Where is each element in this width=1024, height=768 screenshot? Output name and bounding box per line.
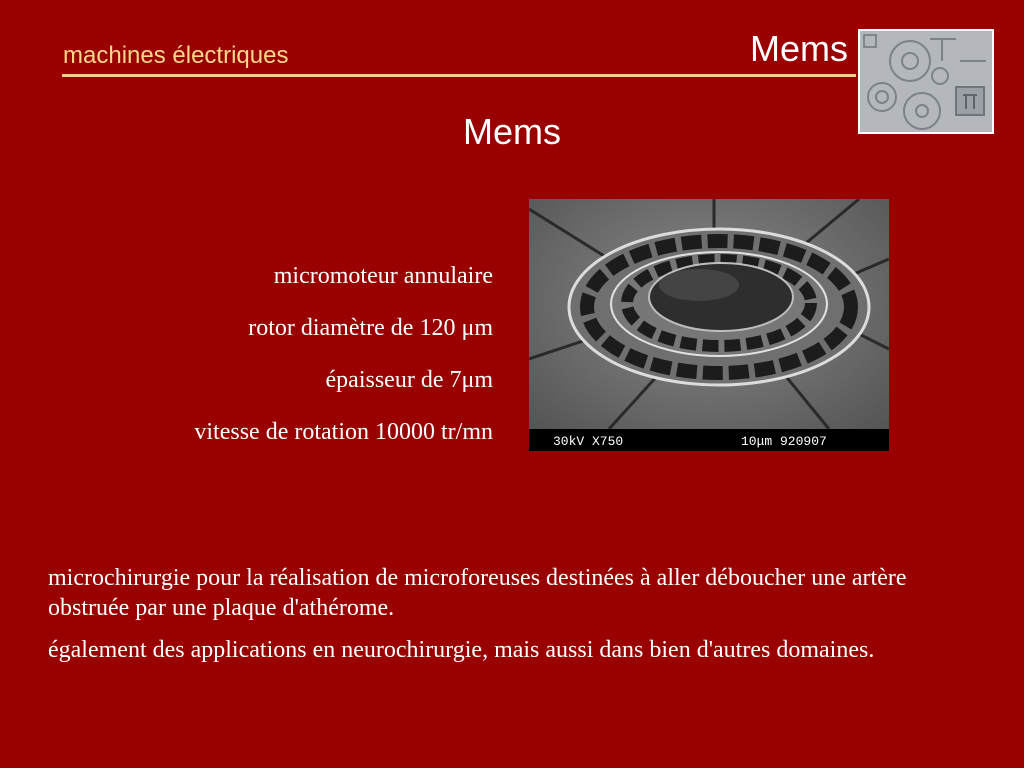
- micromotor-micrograph-icon: [529, 199, 889, 451]
- section-title: Mems: [750, 28, 848, 69]
- sem-caption-left: 30kV X750: [553, 434, 624, 449]
- slide-title: Mems: [463, 111, 561, 152]
- micromotor-specs-list: [194, 262, 493, 470]
- spec-item: micromoteur annulaire: [273, 263, 493, 289]
- course-title: machines électriques: [63, 42, 289, 69]
- sem-micrograph-image: [529, 199, 889, 451]
- spec-item: épaisseur de 7μm: [325, 367, 493, 393]
- body-text: [48, 563, 928, 677]
- spec-item: rotor diamètre de 120 μm: [248, 315, 493, 341]
- header-rule: [62, 74, 856, 77]
- paragraph: également des applications en neurochirurgie, mais aussi dans bien d'autres domaines.: [48, 637, 875, 663]
- sem-caption-right: 10μm 920907: [741, 434, 827, 449]
- spec-item: vitesse de rotation 10000 tr/mn: [194, 419, 493, 445]
- paragraph: microchirurgie pour la réalisation de microforeuses destinées à aller déboucher une artère obstruée par une plaque d'athérome.: [48, 565, 907, 621]
